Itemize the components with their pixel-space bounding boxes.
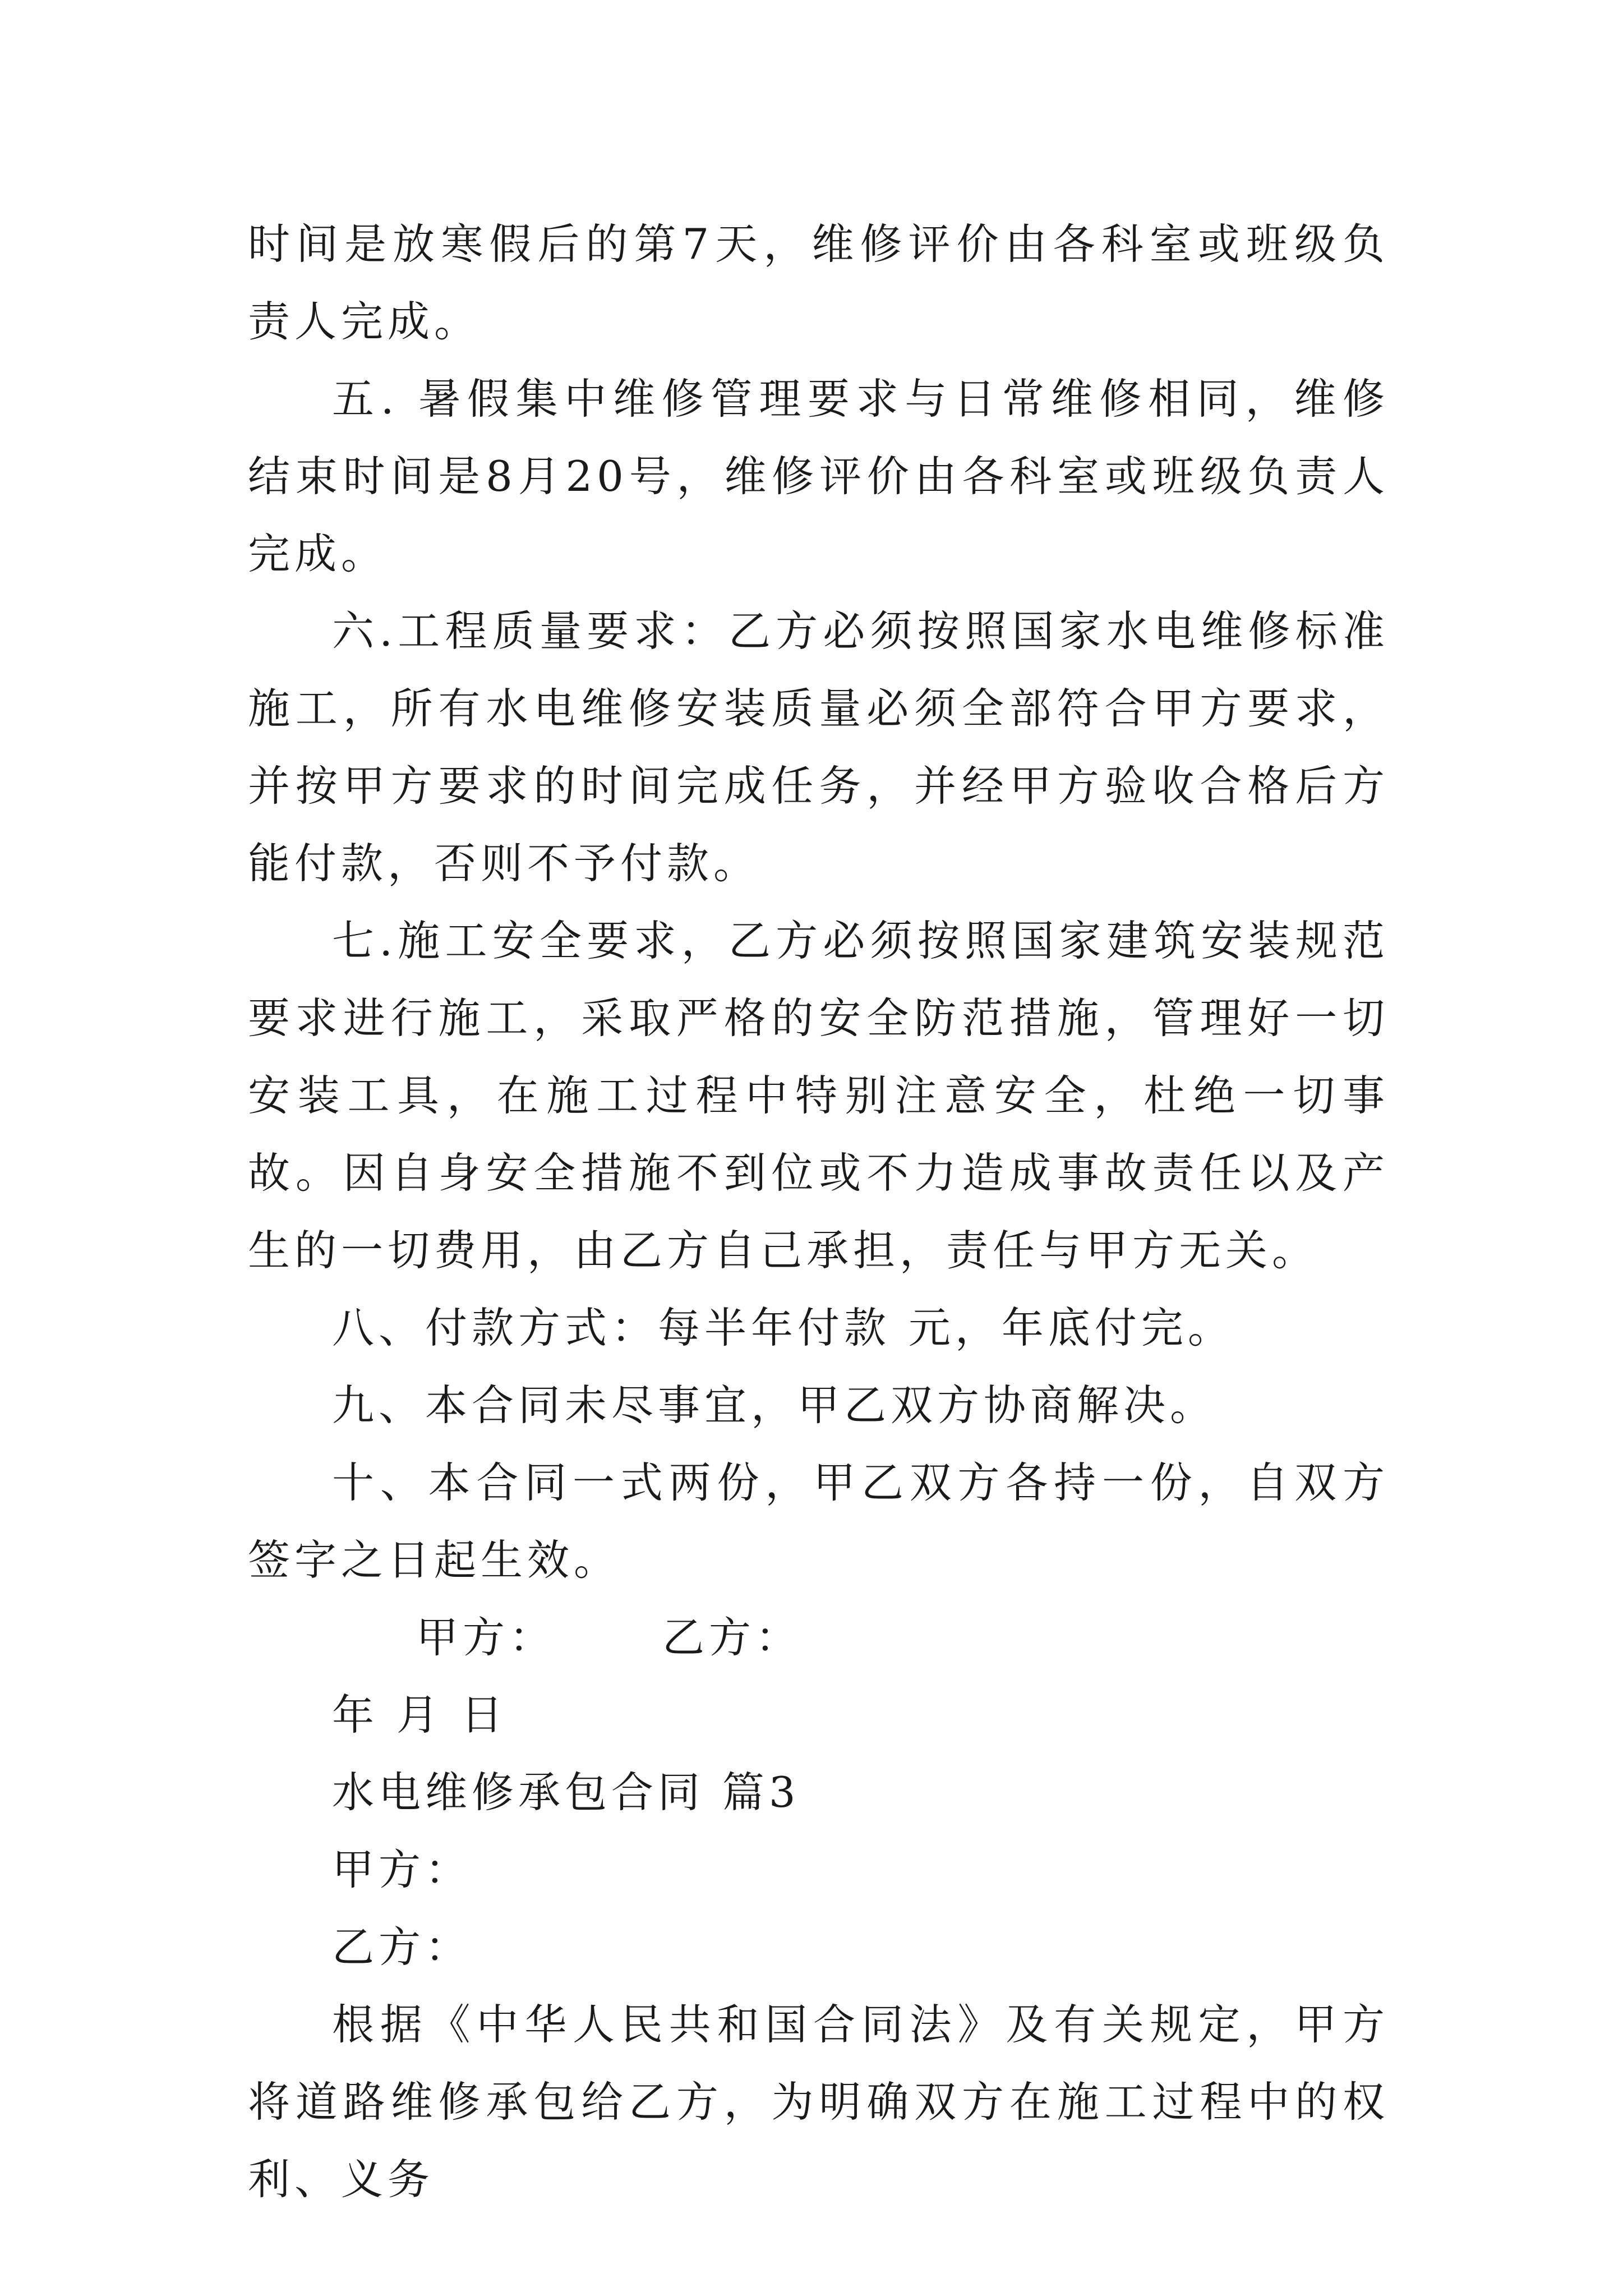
signature-party-a: 甲方： [416, 1613, 556, 1662]
paragraph-continuation: 时间是放寒假后的第7天，维修评价由各科室或班级负责人完成。 [248, 219, 1389, 346]
signature-party-b: 乙方： [662, 1613, 803, 1662]
section-title: 水电维修承包合同 篇3 [332, 1768, 800, 1817]
paragraph-clause-6: 六.工程质量要求：乙方必须按照国家水电维修标准施工，所有水电维修安装质量必须全部符合甲方要求，并按甲方要求的时间完成任务，并经甲方验收合格后方能付款，否则不予付款。 [248, 606, 1389, 888]
paragraph-clause-9: 九、本合同未尽事宜，甲乙双方协商解决。 [332, 1381, 1217, 1430]
date-line: 年 月 日 [332, 1690, 508, 1740]
signature-line [248, 1599, 1389, 1676]
paragraph-clause-7: 七.施工安全要求，乙方必须按照国家建筑安装规范要求进行施工，采取严格的安全防范措施，管理好一切安装工具，在施工过程中特别注意安全，杜绝一切事故。因自身安全措施不到位或不力造成事故责任以及产生的一切费用，由乙方自己承担，责任与甲方无关。 [248, 916, 1389, 1275]
paragraph-clause-5: 五. 暑假集中维修管理要求与日常维修相同，维修结束时间是8月20号，维修评价由各科室或班级负责人完成。 [248, 374, 1389, 578]
party-a-label: 甲方： [332, 1845, 472, 1894]
paragraph-clause-8: 八、付款方式：每半年付款 元，年底付完。 [332, 1303, 1234, 1352]
paragraph-clause-10: 十、本合同一式两份，甲乙双方各持一份，自双方签字之日起生效。 [248, 1458, 1389, 1585]
paragraph-preamble: 根据《中华人民共和国合同法》及有关规定，甲方将道路维修承包给乙方，为明确双方在施工过程中的权利、义务 [248, 2000, 1389, 2204]
document-body [248, 205, 1389, 2218]
party-b-label: 乙方： [332, 1922, 472, 1972]
